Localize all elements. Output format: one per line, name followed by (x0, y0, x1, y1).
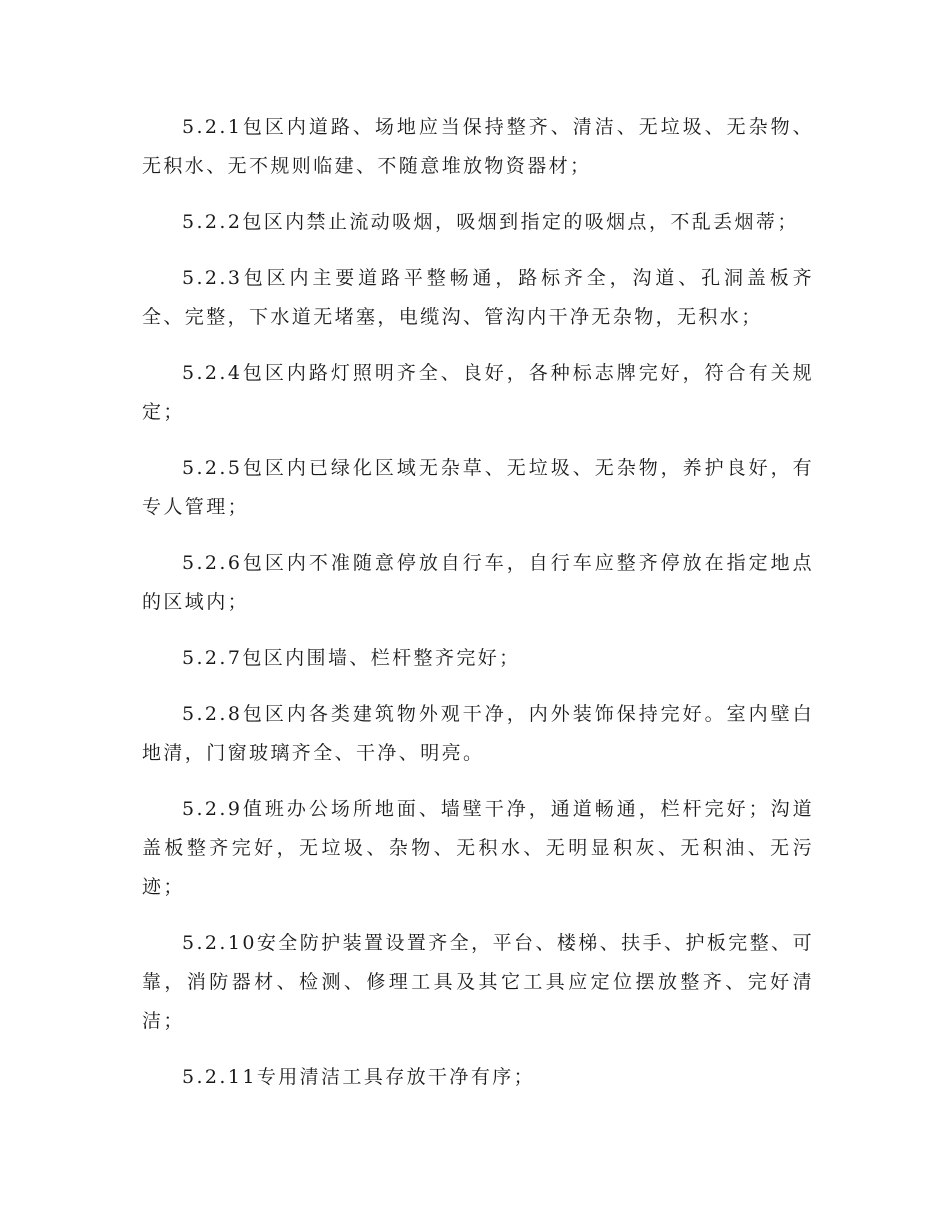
clause-5-2-6: 5.2.6包区内不准随意停放自行车，自行车应整齐停放在指定地点的区域内； (142, 552, 814, 613)
clause-5-2-3: 5.2.3包区内主要道路平整畅通，路标齐全，沟道、孔洞盖板齐全、完整，下水道无堵塞，电缆沟、管沟内干净无杂物，无积水； (142, 267, 814, 328)
clause-5-2-4: 5.2.4包区内路灯照明齐全、良好，各种标志牌完好，符合有关规定； (142, 362, 814, 423)
clause-5-2-7: 5.2.7包区内围墙、栏杆整齐完好； (182, 647, 521, 669)
clause-5-2-10: 5.2.10安全防护装置设置齐全，平台、楼梯、扶手、护板完整、可靠，消防器材、检测、修理工具及其它工具应定位摆放整齐、完好清洁； (142, 932, 814, 1032)
clause-5-2-9: 5.2.9值班办公场所地面、墙壁干净，通道畅通，栏杆完好；沟道盖板整齐完好，无垃圾、杂物、无积水、无明显积灰、无积油、无污迹； (142, 798, 814, 898)
clause-5-2-1: 5.2.1包区内道路、场地应当保持整齐、清洁、无垃圾、无杂物、无积水、无不规则临建、不随意堆放物资器材； (142, 116, 814, 177)
document-body (142, 108, 814, 1114)
clause-5-2-11: 5.2.11专用清洁工具存放干净有序； (182, 1066, 536, 1088)
clause-5-2-2: 5.2.2包区内禁止流动吸烟，吸烟到指定的吸烟点，不乱丢烟蒂； (182, 211, 799, 233)
clause-5-2-5: 5.2.5包区内已绿化区域无杂草、无垃圾、无杂物，养护良好，有专人管理； (142, 457, 814, 518)
clause-5-2-8: 5.2.8包区内各类建筑物外观干净，内外装饰保持完好。室内壁白地清，门窗玻璃齐全、干净、明亮。 (142, 703, 814, 764)
